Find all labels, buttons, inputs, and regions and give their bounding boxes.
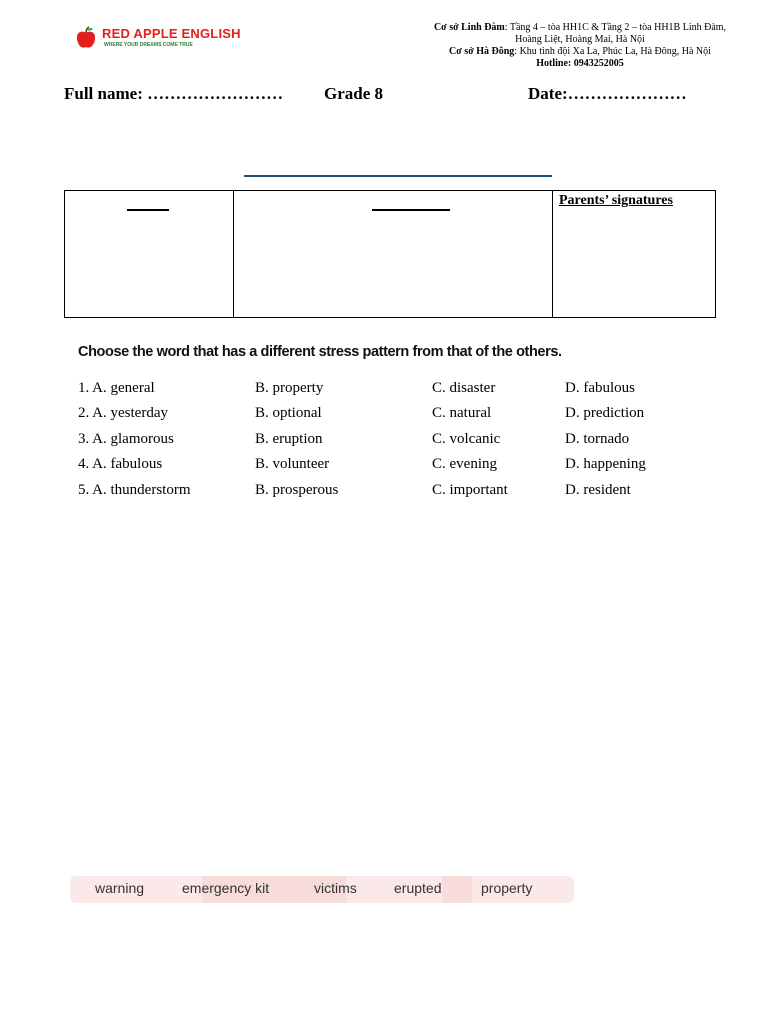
option-a: 1. A. general: [78, 380, 155, 396]
option-b: B. prosperous: [255, 482, 339, 498]
student-info-row: [64, 84, 724, 106]
option-a: 4. A. fabulous: [78, 456, 163, 472]
option-d: D. resident: [565, 482, 631, 498]
table-cell-1: [65, 191, 234, 317]
title-rule: [244, 175, 552, 177]
option-d: D. prediction: [565, 405, 645, 421]
table-cell-3: [553, 191, 715, 317]
full-name-field: Full name: ……………………: [64, 84, 284, 103]
campus1-line: [420, 22, 740, 46]
option-a: 2. A. yesterday: [78, 405, 168, 421]
option-b: B. volunteer: [255, 456, 330, 472]
campus1-label: Cơ sở Linh Đàm: [433, 22, 505, 33]
option-a: 5. A. thunderstorm: [78, 482, 191, 498]
logo: [74, 24, 241, 52]
option-d: D. tornado: [565, 431, 630, 447]
word-bank-item: property: [481, 880, 533, 896]
question-row: [78, 380, 718, 400]
hotline: [420, 58, 740, 70]
word-highlight: [442, 876, 472, 903]
option-c: C. evening: [432, 456, 497, 472]
option-b: B. property: [255, 380, 324, 396]
word-bank-item: warning: [95, 880, 145, 896]
grade-label: Grade 8: [324, 84, 384, 103]
option-b: B. optional: [255, 405, 322, 421]
question-row: [78, 405, 718, 425]
table-cell-2: [234, 191, 553, 317]
word-bank-item: emergency kit: [182, 880, 270, 896]
option-d: D. happening: [565, 456, 646, 472]
campus2-line: [420, 46, 740, 58]
option-d: D. fabulous: [565, 380, 635, 396]
campus-info: [420, 22, 740, 70]
date-field: Date:…………………: [528, 84, 687, 103]
word-bank-item: erupted: [394, 880, 442, 896]
question-row: [78, 431, 718, 451]
option-c: C. volcanic: [432, 431, 501, 447]
hotline-text: Hotline: 0943252005: [536, 58, 624, 69]
question-row: [78, 482, 718, 502]
option-c: C. natural: [432, 405, 492, 421]
logo-name: RED APPLE ENGLISH: [102, 26, 241, 41]
option-c: C. disaster: [432, 380, 496, 396]
exercise-instruction: Choose the word that has a different stress pattern from that of the others.: [78, 344, 562, 360]
logo-tagline: WHERE YOUR DREAMS COME TRUE: [104, 42, 193, 48]
question-row: [78, 456, 718, 476]
blank-heading-1: [127, 209, 169, 211]
campus2-label: Cơ sở Hà Đông: [449, 46, 515, 57]
campus1-address: : Tầng 4 – tòa HH1C & Tầng 2 – tòa HH1B Linh Đàm, Hoàng Liệt, Hoàng Mai, Hà Nội: [504, 22, 727, 45]
option-c: C. important: [432, 482, 508, 498]
apple-icon: [74, 26, 98, 50]
signature-table: [64, 190, 716, 318]
option-a: 3. A. glamorous: [78, 431, 174, 447]
parents-signatures-heading: Parents’ signatures: [559, 193, 673, 208]
campus2-address: : Khu tình đội Xa La, Phúc La, Hà Đông, Hà Nội: [514, 46, 711, 57]
word-bank: [70, 876, 574, 903]
option-b: B. eruption: [255, 431, 323, 447]
blank-heading-2: [372, 209, 450, 211]
word-bank-item: victims: [314, 880, 357, 896]
